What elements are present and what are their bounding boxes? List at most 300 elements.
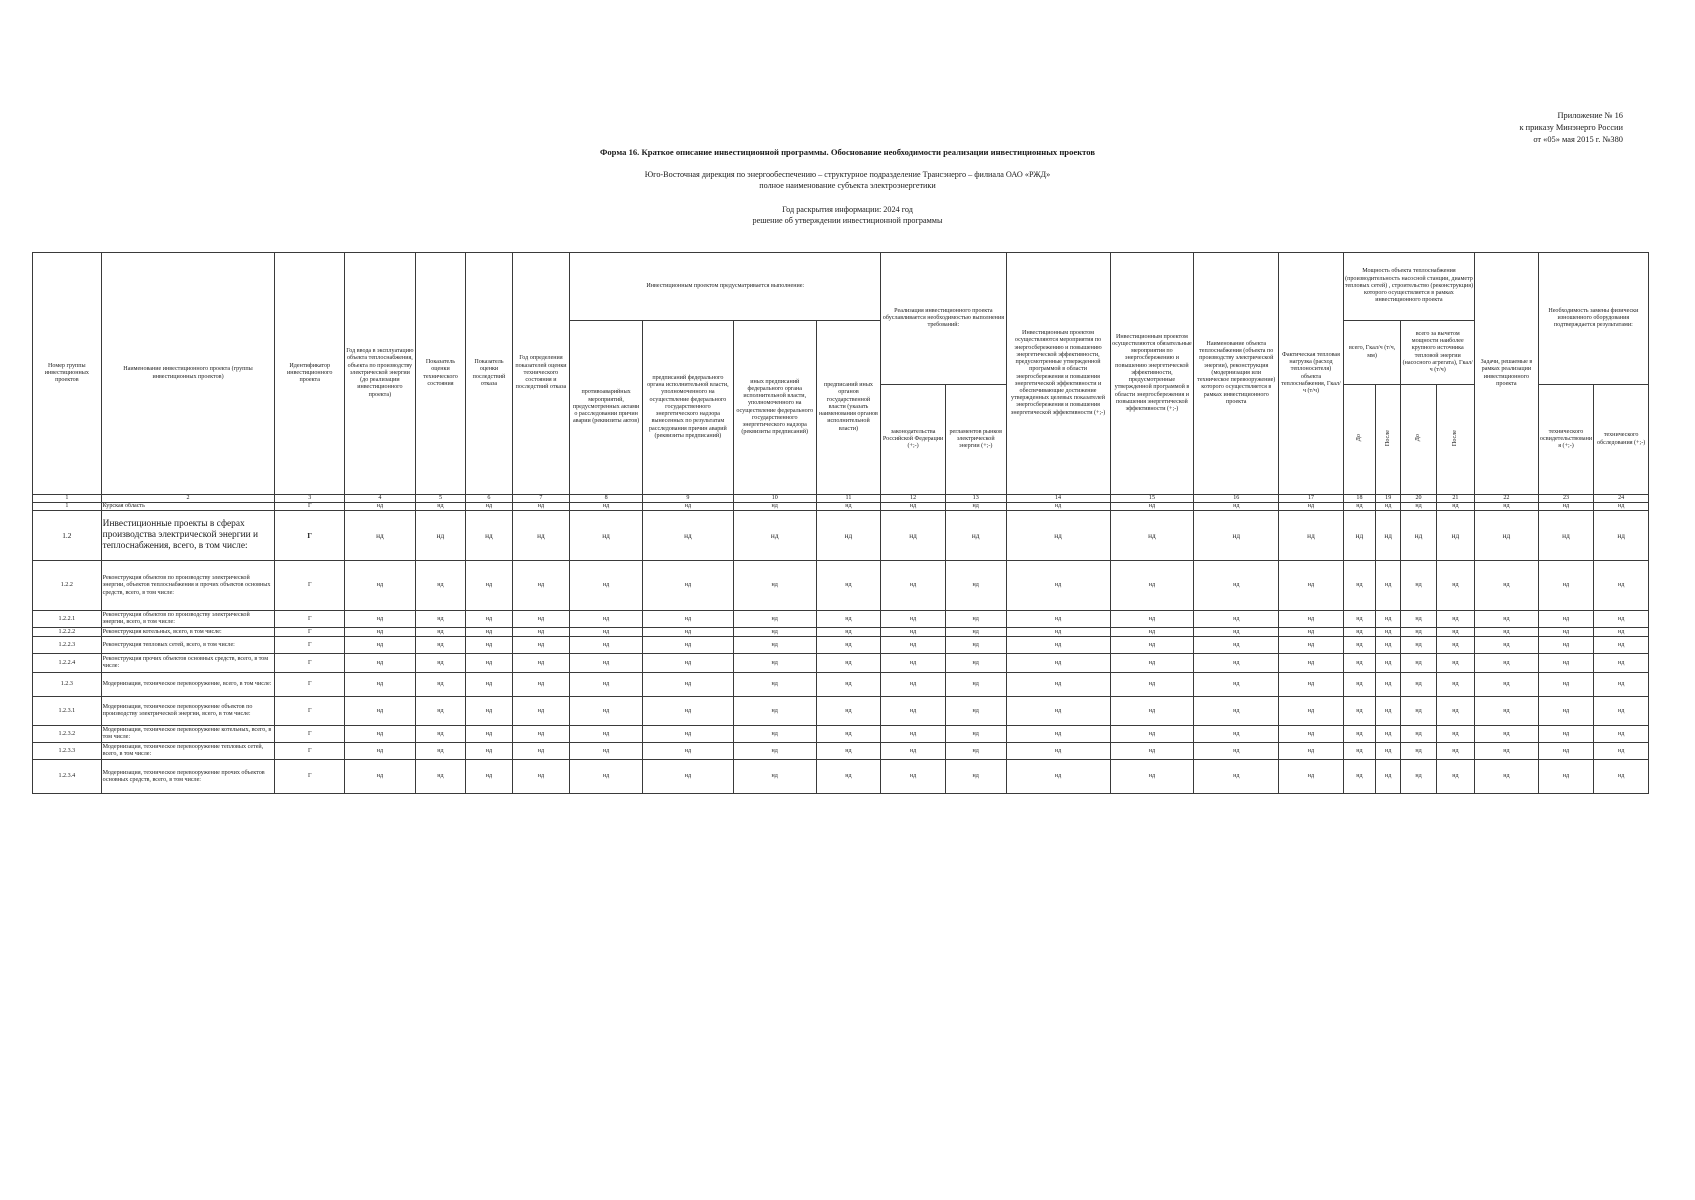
row-value-col-7: нд: [512, 628, 570, 637]
row-value-col-5: нд: [415, 611, 465, 628]
header-accident-orders: предписаний федерального органа исполнительной власти, уполномоченного на осуществление федерального государственного энергетического надзора вынесенных по результатам расследования причин аварий (реквизиты предписаний): [642, 321, 733, 495]
row-value-col-14: нд: [1006, 511, 1110, 561]
row-project-id: Г: [275, 611, 345, 628]
table-row: [33, 654, 1649, 673]
row-project-name: Курская область: [101, 503, 275, 511]
row-value-col-15: нд: [1110, 726, 1194, 743]
row-value-col-4: нд: [345, 503, 416, 511]
row-value-col-10: нд: [733, 760, 816, 794]
row-value-col-15: нд: [1110, 654, 1194, 673]
row-value-col-4: нд: [345, 511, 416, 561]
row-value-col-21: нд: [1436, 611, 1474, 628]
row-value-col-14: нд: [1006, 637, 1110, 654]
row-project-name: Реконструкция объектов по производству электрической энергии, объектов теплоснабжения и прочих объектов основных средств, всего, в том числе:: [101, 561, 275, 611]
row-value-col-17: нд: [1279, 726, 1344, 743]
table-row: [33, 561, 1649, 611]
table-row: [33, 503, 1649, 511]
column-number: 17: [1279, 495, 1344, 503]
row-value-col-6: нд: [466, 743, 512, 760]
row-project-name: Модернизация, техническое перевооружение объектов по производству электрической энергии, всего, в том числе:: [101, 697, 275, 726]
row-value-col-17: нд: [1279, 697, 1344, 726]
row-value-col-8: нд: [570, 726, 643, 743]
row-value-col-17: нд: [1279, 637, 1344, 654]
header-energy-saving-program: Инвестиционным проектом осуществляются мероприятия по энергосбережению и повышению энергетической эффективности, предусмотренные утвержденной программой в области энергосбережения и повышения энергетической эффективности и обеспечивающие достижение утвержденных целевых показателей энергосбережения и повышения энергетической эффективности (+;-): [1006, 253, 1110, 495]
row-value-col-21: нд: [1436, 743, 1474, 760]
header-project-id: Идентификатор инвестиционного проекта: [275, 253, 345, 495]
row-value-col-24: нд: [1594, 743, 1649, 760]
row-value-col-6: нд: [466, 561, 512, 611]
table-row: [33, 637, 1649, 654]
column-number: 6: [466, 495, 512, 503]
row-value-col-23: нд: [1538, 511, 1594, 561]
row-value-col-5: нд: [415, 726, 465, 743]
row-value-col-4: нд: [345, 654, 416, 673]
header-commission-year: Год ввода в эксплуатацию объекта теплоснабжения, объекта по производству электрической энергии (до реализации инвестиционного проекта): [345, 253, 416, 495]
row-value-col-18: нд: [1343, 561, 1375, 611]
row-value-col-23: нд: [1538, 743, 1594, 760]
row-value-col-15: нд: [1110, 503, 1194, 511]
row-value-col-4: нд: [345, 637, 416, 654]
header-legislation: законодательства Российской Федерации (+;-): [881, 385, 946, 495]
row-value-col-17: нд: [1279, 561, 1344, 611]
row-value-col-6: нд: [466, 697, 512, 726]
row-value-col-21: нд: [1436, 726, 1474, 743]
row-value-col-24: нд: [1594, 697, 1649, 726]
row-value-col-5: нд: [415, 697, 465, 726]
row-value-col-16: нд: [1194, 628, 1279, 637]
table-body: [33, 495, 1649, 794]
header-other-authority-orders: предписаний иных органов государственной власти (указать наименования органов исполнительной власти): [816, 321, 881, 495]
row-value-col-14: нд: [1006, 628, 1110, 637]
row-value-col-4: нд: [345, 760, 416, 794]
row-value-col-11: нд: [816, 503, 881, 511]
row-value-col-17: нд: [1279, 511, 1344, 561]
row-value-col-10: нд: [733, 726, 816, 743]
row-value-col-13: нд: [945, 503, 1006, 511]
form-title: Форма 16. Краткое описание инвестиционной программы. Обоснование необходимости реализации инвестиционных проектов: [600, 147, 1095, 157]
row-value-col-12: нд: [881, 743, 946, 760]
row-value-col-12: нд: [881, 654, 946, 673]
row-number: 1.2.2.3: [33, 637, 102, 654]
row-value-col-9: нд: [642, 511, 733, 561]
row-value-col-11: нд: [816, 743, 881, 760]
row-value-col-6: нд: [466, 726, 512, 743]
row-value-col-15: нд: [1110, 743, 1194, 760]
row-value-col-9: нд: [642, 628, 733, 637]
row-project-id: Г: [275, 561, 345, 611]
row-value-col-18: нд: [1343, 511, 1375, 561]
row-value-col-9: нд: [642, 637, 733, 654]
row-value-col-21: нд: [1436, 697, 1474, 726]
row-value-col-9: нд: [642, 726, 733, 743]
header-emergency-measures: противоаварийных мероприятий, предусмотренных актами о расследовании причин аварии (реквизиты актов): [570, 321, 643, 495]
row-value-col-7: нд: [512, 561, 570, 611]
row-value-col-18: нд: [1343, 611, 1375, 628]
row-project-name: Реконструкция прочих объектов основных средств, всего, в том числе:: [101, 654, 275, 673]
row-value-col-21: нд: [1436, 511, 1474, 561]
row-value-col-8: нд: [570, 654, 643, 673]
header-group-number: Номер группы инвестиционных проектов: [33, 253, 102, 495]
row-value-col-24: нд: [1594, 611, 1649, 628]
row-value-col-15: нд: [1110, 511, 1194, 561]
row-value-col-13: нд: [945, 511, 1006, 561]
row-value-col-8: нд: [570, 760, 643, 794]
row-value-col-12: нд: [881, 637, 946, 654]
row-value-col-8: нд: [570, 743, 643, 760]
row-value-col-18: нд: [1343, 697, 1375, 726]
row-value-col-16: нд: [1194, 611, 1279, 628]
row-value-col-7: нд: [512, 697, 570, 726]
appendix-line: к приказу Минэнерго России: [1519, 123, 1623, 132]
row-value-col-7: нд: [512, 760, 570, 794]
row-value-col-8: нд: [570, 673, 643, 697]
row-value-col-19: нд: [1376, 511, 1401, 561]
row-value-col-21: нд: [1436, 673, 1474, 697]
header-tech-state-index: Показатель оценки технического состояния: [415, 253, 465, 495]
header-before: До: [1343, 385, 1375, 495]
row-value-col-23: нд: [1538, 726, 1594, 743]
header-after: После: [1436, 385, 1474, 495]
row-value-col-18: нд: [1343, 743, 1375, 760]
row-project-name: Модернизация, техническое перевооружение тепловых сетей, всего, в том числе:: [101, 743, 275, 760]
row-value-col-13: нд: [945, 726, 1006, 743]
row-value-col-14: нд: [1006, 726, 1110, 743]
row-value-col-10: нд: [733, 654, 816, 673]
row-value-col-11: нд: [816, 760, 881, 794]
row-value-col-23: нд: [1538, 611, 1594, 628]
row-value-col-22: нд: [1475, 760, 1539, 794]
row-value-col-22: нд: [1475, 561, 1539, 611]
row-value-col-23: нд: [1538, 503, 1594, 511]
row-value-col-11: нд: [816, 697, 881, 726]
row-value-col-4: нд: [345, 561, 416, 611]
row-value-col-8: нд: [570, 628, 643, 637]
row-value-col-17: нд: [1279, 654, 1344, 673]
row-value-col-24: нд: [1594, 628, 1649, 637]
row-value-col-24: нд: [1594, 654, 1649, 673]
row-value-col-17: нд: [1279, 611, 1344, 628]
row-value-col-5: нд: [415, 743, 465, 760]
column-number: 20: [1401, 495, 1436, 503]
row-value-col-19: нд: [1376, 654, 1401, 673]
appendix-line: Приложение № 16: [1557, 111, 1623, 120]
column-number: 14: [1006, 495, 1110, 503]
row-project-name: Модернизация, техническое перевооружение прочих объектов основных средств, всего, в том числе:: [101, 760, 275, 794]
row-value-col-22: нд: [1475, 503, 1539, 511]
column-number: 24: [1594, 495, 1649, 503]
row-value-col-14: нд: [1006, 743, 1110, 760]
row-project-id: Г: [275, 726, 345, 743]
row-value-col-4: нд: [345, 628, 416, 637]
row-value-col-9: нд: [642, 673, 733, 697]
row-value-col-24: нд: [1594, 760, 1649, 794]
row-number: 1.2.2.2: [33, 628, 102, 637]
row-project-name: Реконструкция объектов по производству электрической энергии, всего, в том числе:: [101, 611, 275, 628]
row-value-col-21: нд: [1436, 628, 1474, 637]
row-value-col-22: нд: [1475, 628, 1539, 637]
row-value-col-6: нд: [466, 611, 512, 628]
row-value-col-9: нд: [642, 743, 733, 760]
row-value-col-18: нд: [1343, 503, 1375, 511]
row-value-col-14: нд: [1006, 503, 1110, 511]
row-project-name: Модернизация, техническое перевооружение, всего, в том числе:: [101, 673, 275, 697]
row-value-col-13: нд: [945, 561, 1006, 611]
row-value-col-16: нд: [1194, 673, 1279, 697]
row-value-col-23: нд: [1538, 628, 1594, 637]
row-value-col-24: нд: [1594, 637, 1649, 654]
row-value-col-4: нд: [345, 743, 416, 760]
row-value-col-21: нд: [1436, 503, 1474, 511]
row-value-col-10: нд: [733, 561, 816, 611]
row-value-col-16: нд: [1194, 503, 1279, 511]
row-value-col-15: нд: [1110, 697, 1194, 726]
row-value-col-15: нд: [1110, 611, 1194, 628]
row-value-col-11: нд: [816, 654, 881, 673]
row-value-col-11: нд: [816, 611, 881, 628]
row-value-col-19: нд: [1376, 673, 1401, 697]
column-number-row: [33, 495, 1649, 503]
row-value-col-23: нд: [1538, 760, 1594, 794]
row-value-col-22: нд: [1475, 654, 1539, 673]
row-value-col-19: нд: [1376, 628, 1401, 637]
row-project-id: Г: [275, 697, 345, 726]
row-value-col-9: нд: [642, 611, 733, 628]
row-number: 1.2.3.2: [33, 726, 102, 743]
row-value-col-14: нд: [1006, 654, 1110, 673]
row-value-col-15: нд: [1110, 628, 1194, 637]
row-value-col-19: нд: [1376, 611, 1401, 628]
column-number: 7: [512, 495, 570, 503]
row-value-col-20: нд: [1401, 697, 1436, 726]
header-actual-heat-load: Фактическая тепловая нагрузка (расход теплоносителя) объекта теплоснабжения, Гкал/ч (т/ч): [1279, 253, 1344, 495]
row-value-col-23: нд: [1538, 654, 1594, 673]
row-value-col-5: нд: [415, 673, 465, 697]
header-tech-survey: технического обследования (+;-): [1594, 385, 1649, 495]
row-value-col-7: нд: [512, 503, 570, 511]
row-value-col-11: нд: [816, 561, 881, 611]
row-value-col-20: нд: [1401, 743, 1436, 760]
header-market-rules: регламентов рынков электрической энергии (+;-): [945, 385, 1006, 495]
row-value-col-9: нд: [642, 561, 733, 611]
column-number: 22: [1475, 495, 1539, 503]
table-row: [33, 511, 1649, 561]
row-project-id: Г: [275, 628, 345, 637]
column-number: 12: [881, 495, 946, 503]
row-value-col-19: нд: [1376, 726, 1401, 743]
row-value-col-20: нд: [1401, 611, 1436, 628]
row-number: 1.2.3.4: [33, 760, 102, 794]
appendix-line: от «05» мая 2015 г. №380: [1533, 135, 1623, 144]
row-value-col-20: нд: [1401, 654, 1436, 673]
row-value-col-12: нд: [881, 561, 946, 611]
investment-table: [32, 252, 1649, 794]
row-value-col-13: нд: [945, 628, 1006, 637]
row-value-col-18: нд: [1343, 760, 1375, 794]
row-project-id: Г: [275, 654, 345, 673]
row-value-col-14: нд: [1006, 673, 1110, 697]
row-value-col-6: нд: [466, 511, 512, 561]
header-assessment-year: Год определения показателей оценки технического состояния и последствий отказа: [512, 253, 570, 495]
header-after: После: [1376, 385, 1401, 495]
row-value-col-8: нд: [570, 637, 643, 654]
row-value-col-22: нд: [1475, 726, 1539, 743]
row-project-name: Реконструкция котельных, всего, в том числе:: [101, 628, 275, 637]
row-value-col-15: нд: [1110, 637, 1194, 654]
row-value-col-6: нд: [466, 637, 512, 654]
row-value-col-9: нд: [642, 760, 733, 794]
row-value-col-24: нд: [1594, 511, 1649, 561]
column-number: 23: [1538, 495, 1594, 503]
row-value-col-18: нд: [1343, 637, 1375, 654]
row-value-col-13: нд: [945, 673, 1006, 697]
row-value-col-15: нд: [1110, 760, 1194, 794]
row-project-name: Реконструкция тепловых сетей, всего, в том числе:: [101, 637, 275, 654]
header-failure-index: Показатель оценки последствий отказа: [466, 253, 512, 495]
row-value-col-17: нд: [1279, 760, 1344, 794]
row-value-col-12: нд: [881, 628, 946, 637]
row-number: 1.2.2: [33, 561, 102, 611]
row-value-col-18: нд: [1343, 654, 1375, 673]
row-value-col-19: нд: [1376, 760, 1401, 794]
row-value-col-11: нд: [816, 628, 881, 637]
row-value-col-12: нд: [881, 760, 946, 794]
disclosure-year: Год раскрытия информации: 2024 год: [782, 205, 913, 214]
column-number: 11: [816, 495, 881, 503]
row-value-col-18: нд: [1343, 628, 1375, 637]
column-number: 5: [415, 495, 465, 503]
row-value-col-5: нд: [415, 503, 465, 511]
column-number: 13: [945, 495, 1006, 503]
row-number: 1.2.3.3: [33, 743, 102, 760]
row-value-col-24: нд: [1594, 503, 1649, 511]
row-number: 1.2.2.4: [33, 654, 102, 673]
row-value-col-13: нд: [945, 654, 1006, 673]
row-value-col-12: нд: [881, 726, 946, 743]
column-number: 3: [275, 495, 345, 503]
subject-name: Юго-Восточная дирекция по энергообеспечению – структурное подразделение Трансэнерго – филиала ОАО «РЖД»: [644, 170, 1051, 179]
header-tasks: Задачи, решаемые в рамках реализации инвестиционного проекта: [1475, 253, 1539, 495]
row-value-col-20: нд: [1401, 503, 1436, 511]
row-value-col-4: нд: [345, 697, 416, 726]
row-value-col-8: нд: [570, 561, 643, 611]
header-before: До: [1401, 385, 1436, 495]
row-value-col-20: нд: [1401, 511, 1436, 561]
row-value-col-22: нд: [1475, 673, 1539, 697]
row-value-col-23: нд: [1538, 637, 1594, 654]
table-row: [33, 628, 1649, 637]
row-value-col-22: нд: [1475, 511, 1539, 561]
row-value-col-11: нд: [816, 637, 881, 654]
row-value-col-7: нд: [512, 637, 570, 654]
row-value-col-7: нд: [512, 743, 570, 760]
row-value-col-23: нд: [1538, 673, 1594, 697]
table-row: [33, 743, 1649, 760]
row-value-col-14: нд: [1006, 611, 1110, 628]
row-value-col-24: нд: [1594, 673, 1649, 697]
row-value-col-22: нд: [1475, 637, 1539, 654]
row-value-col-5: нд: [415, 511, 465, 561]
row-value-col-5: нд: [415, 760, 465, 794]
row-value-col-10: нд: [733, 503, 816, 511]
row-project-id: Г: [275, 760, 345, 794]
row-value-col-8: нд: [570, 503, 643, 511]
row-value-col-20: нд: [1401, 561, 1436, 611]
row-value-col-17: нд: [1279, 503, 1344, 511]
row-value-col-8: нд: [570, 511, 643, 561]
row-value-col-21: нд: [1436, 637, 1474, 654]
row-value-col-20: нд: [1401, 637, 1436, 654]
row-value-col-19: нд: [1376, 697, 1401, 726]
header-group-capacity-net: всего за вычетом мощности наиболее крупного источника тепловой энергии (насосного агрегата), Гкал/ч (т/ч): [1401, 321, 1475, 385]
column-number: 19: [1376, 495, 1401, 503]
column-number: 4: [345, 495, 416, 503]
row-value-col-11: нд: [816, 511, 881, 561]
row-value-col-22: нд: [1475, 611, 1539, 628]
row-value-col-24: нд: [1594, 561, 1649, 611]
row-value-col-8: нд: [570, 611, 643, 628]
row-value-col-7: нд: [512, 511, 570, 561]
row-value-col-4: нд: [345, 726, 416, 743]
row-number: 1: [33, 503, 102, 511]
row-value-col-19: нд: [1376, 743, 1401, 760]
header-other-orders: иных предписаний федерального органа исполнительной власти, уполномоченного на осуществление федерального государственного энергетического надзора (реквизиты предписаний): [733, 321, 816, 495]
row-value-col-15: нд: [1110, 561, 1194, 611]
row-project-id: Г: [275, 503, 345, 511]
row-value-col-14: нд: [1006, 760, 1110, 794]
row-value-col-5: нд: [415, 654, 465, 673]
row-project-id: Г: [275, 673, 345, 697]
row-value-col-7: нд: [512, 611, 570, 628]
row-project-id: Г: [275, 743, 345, 760]
row-value-col-7: нд: [512, 654, 570, 673]
row-value-col-12: нд: [881, 673, 946, 697]
row-value-col-6: нд: [466, 628, 512, 637]
row-value-col-18: нд: [1343, 673, 1375, 697]
row-value-col-16: нд: [1194, 561, 1279, 611]
row-value-col-16: нд: [1194, 637, 1279, 654]
row-value-col-16: нд: [1194, 697, 1279, 726]
year-caption: решение об утверждении инвестиционной программы: [752, 216, 943, 225]
table-row: [33, 673, 1649, 697]
row-value-col-7: нд: [512, 726, 570, 743]
row-value-col-21: нд: [1436, 760, 1474, 794]
row-value-col-21: нд: [1436, 561, 1474, 611]
row-value-col-16: нд: [1194, 726, 1279, 743]
row-value-col-24: нд: [1594, 726, 1649, 743]
column-number: 9: [642, 495, 733, 503]
row-value-col-15: нд: [1110, 673, 1194, 697]
header-tech-inspection: технического освидетельствования (+;-): [1538, 385, 1594, 495]
column-number: 10: [733, 495, 816, 503]
header-group-project-provides: Инвестиционным проектом предусматривается выполнение:: [570, 253, 881, 321]
header-heat-object-name: Наименование объекта теплоснабжения (объекта по производству электрической энергии), реконструкция (модернизация или техническое перевооружение) которого осуществляется в рамках инвестиционного проекта: [1194, 253, 1279, 495]
row-value-col-17: нд: [1279, 673, 1344, 697]
row-value-col-16: нд: [1194, 760, 1279, 794]
row-number: 1.2: [33, 511, 102, 561]
column-number: 8: [570, 495, 643, 503]
row-value-col-12: нд: [881, 611, 946, 628]
row-value-col-12: нд: [881, 697, 946, 726]
row-value-col-13: нд: [945, 743, 1006, 760]
row-value-col-8: нд: [570, 697, 643, 726]
column-number: 16: [1194, 495, 1279, 503]
row-value-col-9: нд: [642, 503, 733, 511]
row-value-col-13: нд: [945, 637, 1006, 654]
row-number: 1.2.3.1: [33, 697, 102, 726]
row-value-col-23: нд: [1538, 697, 1594, 726]
column-number: 15: [1110, 495, 1194, 503]
row-value-col-13: нд: [945, 760, 1006, 794]
